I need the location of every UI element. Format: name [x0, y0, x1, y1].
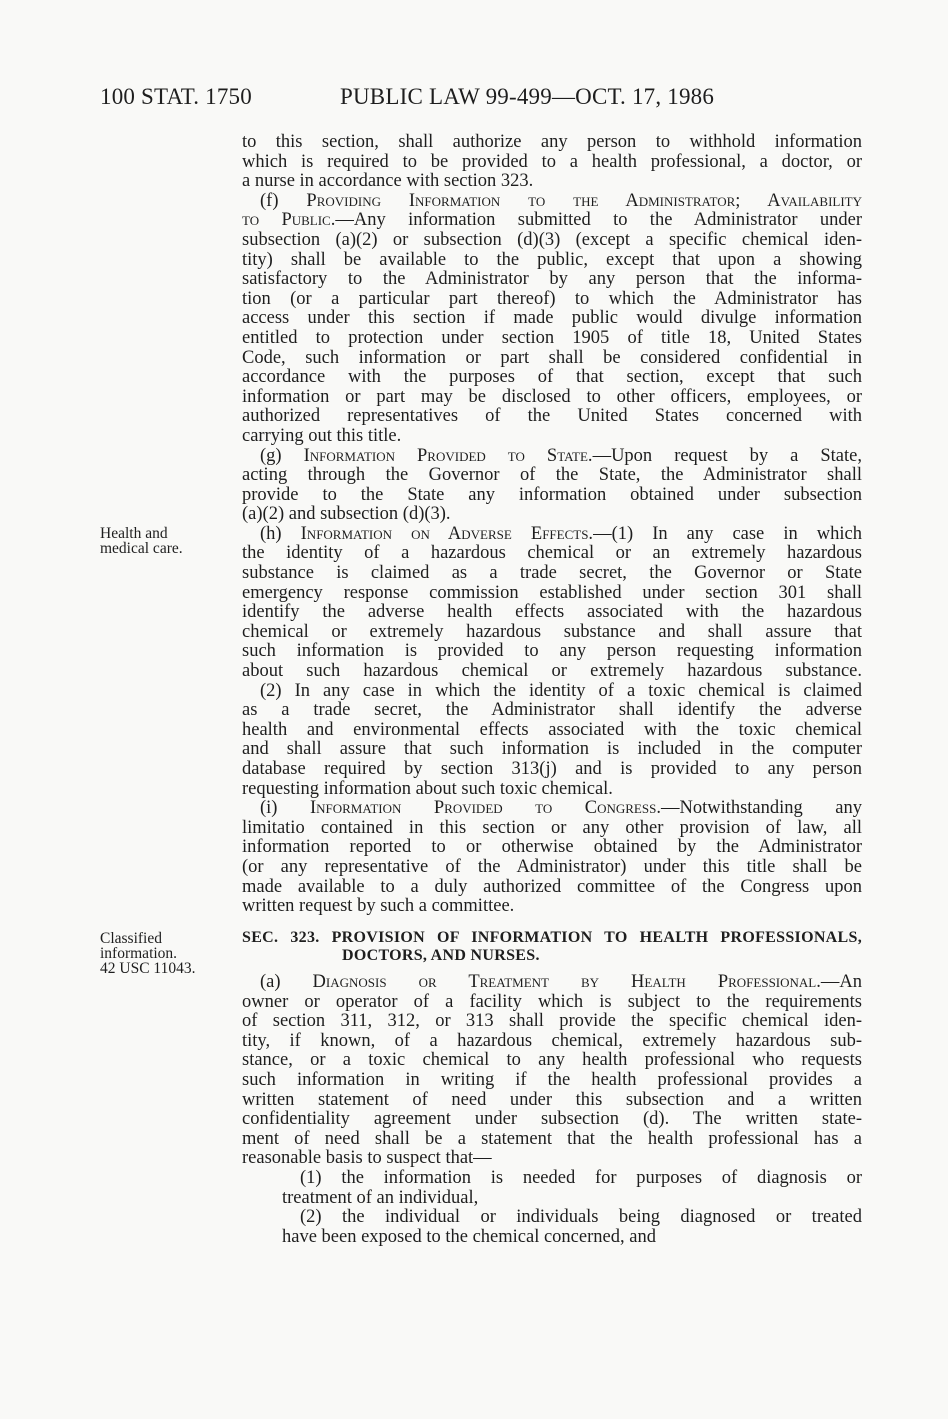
body-text-part1 — [242, 133, 862, 917]
text-line — [242, 133, 862, 153]
line-text: information reported to or otherwise obtained by the Administrator — [242, 837, 862, 858]
section-heading-line1: SEC. 323. PROVISION OF INFORMATION TO HEALTH PROFESSIONALS, — [242, 929, 862, 946]
text-line — [242, 1012, 862, 1032]
text-line — [242, 1228, 862, 1248]
line-text: a nurse in accordance with section 323. — [242, 171, 534, 192]
line-text: which is required to be provided to a health professional, a doctor, or — [242, 151, 862, 172]
text-line — [242, 584, 862, 604]
text-line — [242, 993, 862, 1013]
line-text: (or any representative of the Administrator) under this title shall be — [242, 856, 862, 877]
text-line — [242, 682, 862, 702]
text-line — [242, 329, 862, 349]
subsection-label: (f) — [260, 190, 307, 211]
text-line — [242, 760, 862, 780]
margin-note-line: Classified — [100, 930, 162, 947]
line-text: —Notwithstanding any — [660, 798, 862, 819]
line-text: accordance with the purposes of that section, except that such — [242, 367, 862, 388]
line-text: of section 311, 312, or 313 shall provide the specific chemical iden- — [242, 1011, 862, 1032]
line-text: treatment of an individual, — [282, 1187, 479, 1208]
text-line — [242, 1051, 862, 1071]
line-text: Code, such information or part shall be considered confidential in — [242, 347, 862, 368]
text-line — [242, 973, 862, 993]
text-line — [242, 564, 862, 584]
line-text: —(1) In any case in which — [593, 523, 862, 544]
text-line — [242, 1032, 862, 1052]
text-line — [242, 1110, 862, 1130]
line-text: (2) In any case in which the identity of a toxic chemical is claimed — [260, 680, 862, 701]
text-line — [242, 466, 862, 486]
line-text: provide to the State any information obtained under subsection — [242, 484, 862, 505]
text-line — [242, 897, 862, 917]
line-text: reasonable basis to suspect that— — [242, 1148, 492, 1169]
text-line — [242, 780, 862, 800]
text-line — [242, 799, 862, 819]
margin-note-classified — [100, 931, 195, 976]
text-line — [242, 642, 862, 662]
line-text: have been exposed to the chemical concerned, and — [282, 1226, 656, 1247]
line-text: tity, if known, of a hazardous chemical, extremely hazardous sub- — [242, 1030, 862, 1051]
section-heading-line2: DOCTORS, AND NURSES. — [342, 947, 540, 964]
text-line — [242, 1189, 862, 1209]
subsection-heading: Diagnosis or Treatment by Health Professional. — [312, 972, 821, 992]
line-text: (a)(2) and subsection (d)(3). — [242, 504, 451, 525]
line-text: subsection (a)(2) or subsection (d)(3) (except a specific chemical iden- — [242, 229, 862, 250]
section-heading — [242, 929, 862, 965]
text-line — [242, 1208, 862, 1228]
line-text: chemical or extremely hazardous substance and shall assure that — [242, 621, 862, 642]
line-text: such information is provided to any person requesting information — [242, 641, 862, 662]
line-text: health and environmental effects associated with the toxic chemical — [242, 719, 862, 740]
subsection-label: (g) — [260, 445, 304, 466]
text-line — [242, 388, 862, 408]
line-text: information or part may be disclosed to other officers, employees, or — [242, 386, 862, 407]
line-text: as a trade secret, the Administrator shall identify the adverse — [242, 700, 862, 721]
subsection-heading: Information on Adverse Effects. — [300, 523, 594, 544]
text-line — [242, 309, 862, 329]
line-text: authorized representatives of the United States concerned with — [242, 406, 862, 427]
body-text-part2 — [242, 973, 862, 1247]
text-line — [242, 1071, 862, 1091]
text-line — [242, 505, 862, 525]
text-line — [242, 251, 862, 271]
text-line — [242, 544, 862, 564]
text-line — [242, 623, 862, 643]
line-text: database required by section 313(j) and is provided to any person — [242, 759, 862, 779]
text-line — [242, 172, 862, 192]
text-line — [242, 858, 862, 878]
line-text: identify the adverse health effects associated with the hazardous — [242, 602, 862, 623]
line-text: entitled to protection under section 1905 of title 18, United States — [242, 327, 862, 348]
line-text: (2) the individual or individuals being diagnosed or treated — [300, 1207, 862, 1228]
text-line — [242, 603, 862, 623]
text-line — [242, 192, 862, 212]
text-line — [242, 231, 862, 251]
margin-note-line: Health and — [100, 525, 168, 542]
text-line — [242, 153, 862, 173]
line-text: satisfactory to the Administrator by any person that the informa- — [242, 269, 862, 290]
line-text: (1) the information is needed for purposes of diagnosis or — [300, 1167, 862, 1188]
line-text: acting through the Governor of the State, the Administrator shall — [242, 465, 862, 486]
subsection-heading: Information Provided to Congress. — [309, 798, 661, 819]
subsection-label: (a) — [260, 972, 313, 992]
text-line — [242, 427, 862, 447]
line-text: tity) shall be available to the public, except that upon a showing — [242, 249, 862, 270]
text-line — [242, 1149, 862, 1169]
subsection-heading: Providing Information to the Administrator; Availability — [306, 190, 863, 211]
line-text: access under this section if made public would divulge information — [242, 308, 862, 329]
line-text: made available to a duly authorized committee of the Congress upon — [242, 876, 862, 897]
text-line — [242, 486, 862, 506]
line-text: —Any information submitted to the Administrator under — [335, 210, 862, 231]
text-line — [242, 662, 862, 682]
text-line — [242, 701, 862, 721]
subsection-label: (h) — [260, 523, 301, 544]
text-line — [242, 290, 862, 310]
text-line — [242, 878, 862, 898]
line-text: to this section, shall authorize any person to withhold information — [242, 132, 862, 152]
margin-note-line: 42 USC 11043. — [100, 960, 196, 977]
line-text: written request by such a committee. — [242, 896, 515, 917]
text-line — [242, 525, 862, 545]
text-line — [242, 740, 862, 760]
line-text: ment of need shall be a statement that the health professional has a — [242, 1128, 862, 1149]
line-text: such information in writing if the health professional provides a — [242, 1069, 862, 1090]
line-text: —Upon request by a State, — [592, 445, 862, 466]
stat-page-number: 100 STAT. 1750 — [100, 84, 252, 109]
text-line — [242, 349, 862, 369]
text-line — [242, 447, 862, 467]
margin-note-line: medical care. — [100, 540, 183, 557]
line-text: and shall assure that such information is included in the computer — [242, 739, 862, 760]
line-text: about such hazardous chemical or extremely hazardous substance. — [242, 661, 862, 682]
margin-note-health — [100, 526, 183, 556]
line-text: emergency response commission established under section 301 shall — [242, 582, 862, 603]
line-text: substance is claimed as a trade secret, the Governor or State — [242, 563, 862, 584]
subsection-label: (i) — [260, 798, 310, 819]
margin-note-line: information. — [100, 945, 178, 962]
line-text: tion (or a particular part thereof) to which the Administrator has — [242, 288, 862, 309]
subsection-heading: to Public. — [242, 210, 336, 231]
text-line — [242, 819, 862, 839]
text-line — [242, 1169, 862, 1189]
line-text: confidentiality agreement under subsection (d). The written state- — [242, 1109, 862, 1130]
text-line — [242, 838, 862, 858]
line-text: —An — [820, 972, 862, 992]
line-text: limitatio contained in this section or any other provision of law, all — [242, 817, 862, 838]
text-line — [242, 368, 862, 388]
text-line — [242, 211, 862, 231]
running-header: PUBLIC LAW 99-499—OCT. 17, 1986 — [340, 84, 715, 109]
subsection-heading: Information Provided to State. — [303, 445, 593, 466]
line-text: written statement of need under this subsection and a written — [242, 1089, 862, 1110]
line-text: the identity of a hazardous chemical or an extremely hazardous — [242, 543, 862, 564]
text-line — [242, 1130, 862, 1150]
text-line — [242, 407, 862, 427]
text-line — [242, 721, 862, 741]
line-text: owner or operator of a facility which is subject to the requirements — [242, 991, 862, 1012]
line-text: carrying out this title. — [242, 425, 402, 446]
line-text: stance, or a toxic chemical to any health professional who requests — [242, 1050, 862, 1071]
text-line — [242, 1091, 862, 1111]
line-text: requesting information about such toxic chemical. — [242, 778, 613, 799]
text-line — [242, 270, 862, 290]
